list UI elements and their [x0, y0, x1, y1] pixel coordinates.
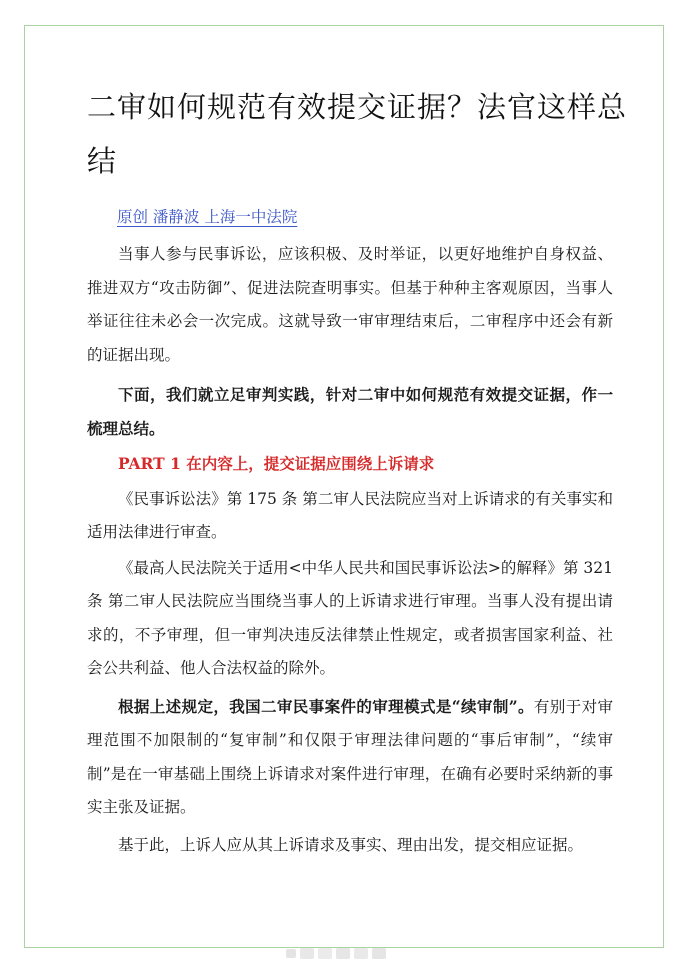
article-body — [87, 238, 613, 862]
paragraph-intro: 当事人参与民事诉讼，应该积极、及时举证，以更好地维护自身权益、推进双方“攻击防御”、促进法院查明事实。但基于种种主客观原因，当事人举证往往未必会一次完成。这就导致一审审理结束后，二审程序中还会有新的证据出现。 — [87, 245, 613, 364]
article-title: 二审如何规范有效提交证据？法官这样总结 — [87, 90, 628, 178]
watermark-image — [268, 942, 408, 964]
appeal-mode-rest-text: 有别于对审理范围不加限制的“复审制”和仅限于审理法律问题的“事后审制”，“续审制”是在一审基础上围绕上诉请求对案件进行审理，在确有必要时采纳新的事实主张及证据。 — [87, 697, 613, 816]
paragraph-article-175: 《民事诉讼法》第 175 条 第二审人民法院应当对上诉请求的有关事实和适用法律进行审查。 — [87, 489, 613, 541]
paragraph-appeal-mode — [87, 690, 613, 825]
paragraph-interpretation-321-text: 《最高人民法院关于适用<中华人民共和国民事诉讼法>的解释》第 321 条 第二审人民法院应当围绕当事人的上诉请求进行审理。当事人没有提出请求的，不予审理，但一审判决违反法律禁止性规定，或者损害国家利益、社会公共利益、他人合法权益的除外。 — [87, 558, 613, 677]
paragraph-summary: 下面，我们就立足审判实践，针对二审中如何规范有效提交证据，作一梳理总结。 — [87, 385, 613, 438]
section-heading-part1: PART 1 在内容上，提交证据应围绕上诉请求 — [118, 454, 435, 473]
paragraph-conclusion: 基于此，上诉人应从其上诉请求及事实、理由出发，提交相应证据。 — [118, 835, 584, 854]
author-byline-link[interactable]: 原创 潘静波 上海一中法院 — [117, 208, 298, 226]
appeal-mode-bold-text: 根据上述规定，我国二审民事案件的审理模式是“续审制”。 — [118, 696, 534, 716]
paragraph-interpretation-321 — [87, 552, 613, 686]
